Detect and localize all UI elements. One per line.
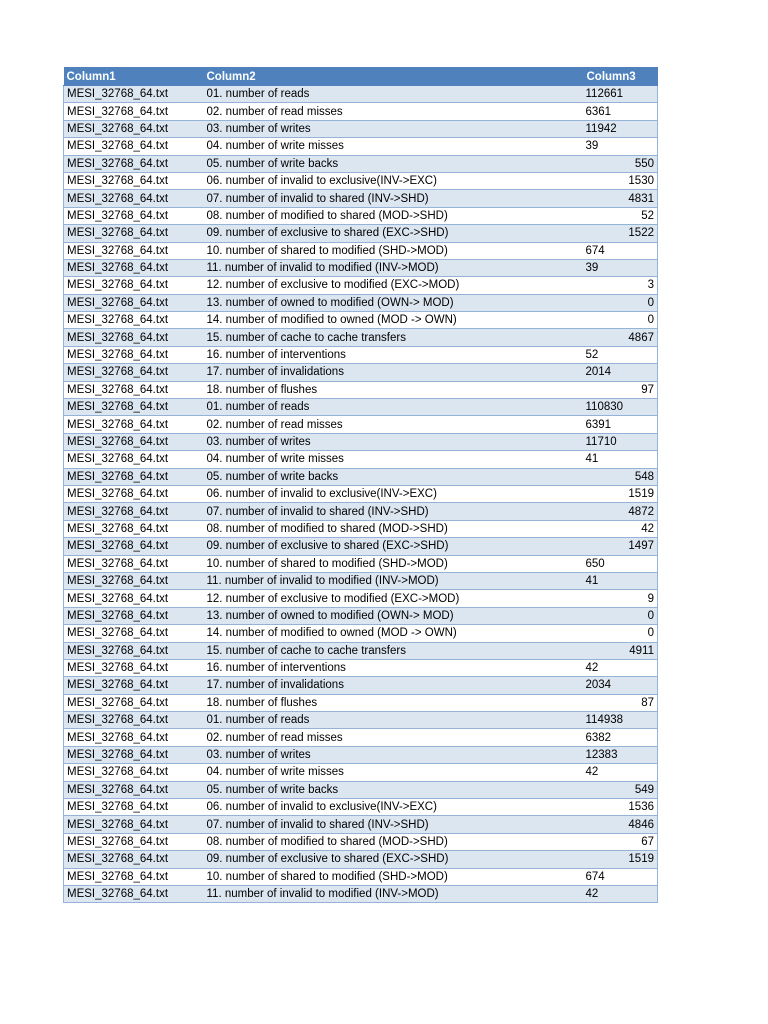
cell-column1[interactable]: MESI_32768_64.txt [64, 468, 204, 485]
cell-column3[interactable]: 41 [584, 451, 658, 468]
cell-column1[interactable]: MESI_32768_64.txt [64, 520, 204, 537]
cell-column1[interactable]: MESI_32768_64.txt [64, 312, 204, 329]
cell-column3[interactable]: 11710 [584, 433, 658, 450]
cell-column3[interactable]: 550 [584, 155, 658, 172]
cell-column1[interactable]: MESI_32768_64.txt [64, 103, 204, 120]
cell-column1[interactable]: MESI_32768_64.txt [64, 225, 204, 242]
table-row [64, 433, 658, 450]
table-row [64, 312, 658, 329]
cell-column2[interactable]: 16. number of interventions [204, 659, 584, 676]
cell-column2[interactable]: 13. number of owned to modified (OWN-> MOD) [204, 607, 584, 624]
table-row [64, 799, 658, 816]
cell-column2[interactable]: 03. number of writes [204, 433, 584, 450]
table-row [64, 503, 658, 520]
cell-column1[interactable]: MESI_32768_64.txt [64, 746, 204, 763]
cell-column1[interactable]: MESI_32768_64.txt [64, 555, 204, 572]
cell-column2[interactable]: 04. number of write misses [204, 451, 584, 468]
cell-column1[interactable]: MESI_32768_64.txt [64, 816, 204, 833]
cell-column1[interactable]: MESI_32768_64.txt [64, 259, 204, 276]
table-row [64, 120, 658, 137]
cell-column1[interactable]: MESI_32768_64.txt [64, 364, 204, 381]
column-header-3[interactable]: Column3 [584, 68, 658, 86]
cell-column2[interactable]: 06. number of invalid to exclusive(INV->EXC) [204, 799, 584, 816]
cell-column2[interactable]: 07. number of invalid to shared (INV->SHD) [204, 816, 584, 833]
cell-column3[interactable]: 112661 [584, 86, 658, 103]
cell-column2[interactable]: 16. number of interventions [204, 346, 584, 363]
cell-column3[interactable]: 42 [584, 659, 658, 676]
cell-column2[interactable]: 15. number of cache to cache transfers [204, 329, 584, 346]
cell-column1[interactable]: MESI_32768_64.txt [64, 572, 204, 589]
cell-column1[interactable]: MESI_32768_64.txt [64, 694, 204, 711]
header-row [64, 68, 658, 86]
cell-column2[interactable]: 08. number of modified to shared (MOD->SHD) [204, 520, 584, 537]
cell-column2[interactable]: 02. number of read misses [204, 103, 584, 120]
cell-column1[interactable]: MESI_32768_64.txt [64, 851, 204, 868]
cell-column2[interactable]: 11. number of invalid to modified (INV->MOD) [204, 885, 584, 902]
cell-column3[interactable]: 97 [584, 381, 658, 398]
cell-column2[interactable]: 10. number of shared to modified (SHD->MOD) [204, 242, 584, 259]
cell-column2[interactable]: 11. number of invalid to modified (INV->MOD) [204, 259, 584, 276]
cell-column1[interactable]: MESI_32768_64.txt [64, 207, 204, 224]
table-row [64, 172, 658, 189]
cell-column2[interactable]: 08. number of modified to shared (MOD->SHD) [204, 833, 584, 850]
cell-column1[interactable]: MESI_32768_64.txt [64, 155, 204, 172]
table-row [64, 277, 658, 294]
table-row [64, 346, 658, 363]
cell-column1[interactable]: MESI_32768_64.txt [64, 659, 204, 676]
table-row [64, 729, 658, 746]
table-row [64, 851, 658, 868]
cell-column2[interactable]: 06. number of invalid to exclusive(INV->EXC) [204, 485, 584, 502]
cell-column3[interactable]: 6361 [584, 103, 658, 120]
cell-column2[interactable]: 01. number of reads [204, 712, 584, 729]
table-row [64, 451, 658, 468]
cell-column3[interactable]: 1519 [584, 485, 658, 502]
cell-column2[interactable]: 04. number of write misses [204, 138, 584, 155]
cell-column2[interactable]: 18. number of flushes [204, 694, 584, 711]
cell-column1[interactable]: MESI_32768_64.txt [64, 764, 204, 781]
cell-column2[interactable]: 17. number of invalidations [204, 677, 584, 694]
cell-column3[interactable]: 4911 [584, 642, 658, 659]
cell-column2[interactable]: 15. number of cache to cache transfers [204, 642, 584, 659]
cell-column3[interactable]: 9 [584, 590, 658, 607]
cell-column1[interactable]: MESI_32768_64.txt [64, 485, 204, 502]
table-row [64, 885, 658, 902]
cell-column2[interactable]: 01. number of reads [204, 399, 584, 416]
table-row [64, 381, 658, 398]
cell-column3[interactable]: 4846 [584, 816, 658, 833]
cell-column3[interactable]: 674 [584, 868, 658, 885]
cell-column3[interactable]: 42 [584, 885, 658, 902]
cell-column2[interactable]: 11. number of invalid to modified (INV->MOD) [204, 572, 584, 589]
cell-column1[interactable]: MESI_32768_64.txt [64, 607, 204, 624]
cell-column1[interactable]: MESI_32768_64.txt [64, 799, 204, 816]
table-row [64, 86, 658, 103]
table-row [64, 572, 658, 589]
cell-column3[interactable]: 0 [584, 294, 658, 311]
cell-column1[interactable]: MESI_32768_64.txt [64, 172, 204, 189]
cell-column3[interactable]: 42 [584, 764, 658, 781]
cell-column2[interactable]: 02. number of read misses [204, 729, 584, 746]
cell-column3[interactable]: 52 [584, 346, 658, 363]
cell-column3[interactable]: 67 [584, 833, 658, 850]
cell-column1[interactable]: MESI_32768_64.txt [64, 712, 204, 729]
cell-column2[interactable]: 12. number of exclusive to modified (EXC->MOD) [204, 590, 584, 607]
table-row [64, 485, 658, 502]
cell-column3[interactable]: 1519 [584, 851, 658, 868]
cell-column2[interactable]: 04. number of write misses [204, 764, 584, 781]
table-row [64, 364, 658, 381]
table-row [64, 242, 658, 259]
cell-column3[interactable]: 52 [584, 207, 658, 224]
cell-column3[interactable]: 41 [584, 572, 658, 589]
cell-column1[interactable]: MESI_32768_64.txt [64, 625, 204, 642]
cell-column2[interactable]: 10. number of shared to modified (SHD->MOD) [204, 868, 584, 885]
table-row [64, 764, 658, 781]
table-row [64, 207, 658, 224]
cell-column2[interactable]: 05. number of write backs [204, 155, 584, 172]
cell-column3[interactable]: 3 [584, 277, 658, 294]
cell-column3[interactable]: 87 [584, 694, 658, 711]
cell-column1[interactable]: MESI_32768_64.txt [64, 294, 204, 311]
table-row [64, 103, 658, 120]
table-row [64, 868, 658, 885]
cell-column3[interactable]: 114938 [584, 712, 658, 729]
cell-column3[interactable]: 1536 [584, 799, 658, 816]
table-row [64, 607, 658, 624]
table-row [64, 416, 658, 433]
table-row [64, 677, 658, 694]
cell-column2[interactable]: 17. number of invalidations [204, 364, 584, 381]
cell-column3[interactable]: 549 [584, 781, 658, 798]
cell-column3[interactable]: 1522 [584, 225, 658, 242]
cell-column3[interactable]: 0 [584, 312, 658, 329]
cell-column2[interactable]: 06. number of invalid to exclusive(INV->EXC) [204, 172, 584, 189]
cell-column2[interactable]: 09. number of exclusive to shared (EXC->SHD) [204, 851, 584, 868]
table-row [64, 833, 658, 850]
cell-column2[interactable]: 14. number of modified to owned (MOD -> OWN) [204, 312, 584, 329]
cell-column2[interactable]: 08. number of modified to shared (MOD->SHD) [204, 207, 584, 224]
table-row [64, 746, 658, 763]
cell-column2[interactable]: 12. number of exclusive to modified (EXC->MOD) [204, 277, 584, 294]
cell-column2[interactable]: 03. number of writes [204, 120, 584, 137]
cell-column3[interactable]: 1497 [584, 538, 658, 555]
table-row [64, 399, 658, 416]
cell-column1[interactable]: MESI_32768_64.txt [64, 781, 204, 798]
table-row [64, 329, 658, 346]
cell-column3[interactable]: 39 [584, 259, 658, 276]
cell-column2[interactable]: 05. number of write backs [204, 781, 584, 798]
cell-column1[interactable]: MESI_32768_64.txt [64, 677, 204, 694]
cell-column1[interactable]: MESI_32768_64.txt [64, 346, 204, 363]
cell-column1[interactable]: MESI_32768_64.txt [64, 381, 204, 398]
cell-column3[interactable]: 110830 [584, 399, 658, 416]
cell-column2[interactable]: 03. number of writes [204, 746, 584, 763]
cell-column1[interactable]: MESI_32768_64.txt [64, 642, 204, 659]
table-row [64, 190, 658, 207]
cell-column3[interactable]: 6382 [584, 729, 658, 746]
cell-column1[interactable]: MESI_32768_64.txt [64, 590, 204, 607]
table-body [64, 86, 658, 903]
cell-column3[interactable]: 2034 [584, 677, 658, 694]
cell-column1[interactable]: MESI_32768_64.txt [64, 433, 204, 450]
cell-column1[interactable]: MESI_32768_64.txt [64, 399, 204, 416]
cell-column3[interactable]: 650 [584, 555, 658, 572]
cell-column2[interactable]: 05. number of write backs [204, 468, 584, 485]
table-row [64, 520, 658, 537]
table-row [64, 138, 658, 155]
cell-column3[interactable]: 1530 [584, 172, 658, 189]
cell-column1[interactable]: MESI_32768_64.txt [64, 138, 204, 155]
cell-column3[interactable]: 4867 [584, 329, 658, 346]
cell-column2[interactable]: 14. number of modified to owned (MOD -> OWN) [204, 625, 584, 642]
cell-column1[interactable]: MESI_32768_64.txt [64, 242, 204, 259]
table-row [64, 225, 658, 242]
cell-column1[interactable]: MESI_32768_64.txt [64, 86, 204, 103]
column-header-1[interactable]: Column1 [64, 68, 204, 86]
cell-column2[interactable]: 09. number of exclusive to shared (EXC->SHD) [204, 538, 584, 555]
cell-column3[interactable]: 2014 [584, 364, 658, 381]
table-row [64, 155, 658, 172]
cell-column1[interactable]: MESI_32768_64.txt [64, 538, 204, 555]
table-row [64, 781, 658, 798]
table-row [64, 694, 658, 711]
cell-column3[interactable]: 674 [584, 242, 658, 259]
cell-column3[interactable]: 0 [584, 625, 658, 642]
table-row [64, 816, 658, 833]
cell-column3[interactable]: 12383 [584, 746, 658, 763]
cell-column3[interactable]: 0 [584, 607, 658, 624]
cell-column2[interactable]: 07. number of invalid to shared (INV->SHD) [204, 503, 584, 520]
table-row [64, 294, 658, 311]
cell-column2[interactable]: 13. number of owned to modified (OWN-> MOD) [204, 294, 584, 311]
cell-column1[interactable]: MESI_32768_64.txt [64, 885, 204, 902]
cell-column3[interactable]: 6391 [584, 416, 658, 433]
cell-column2[interactable]: 02. number of read misses [204, 416, 584, 433]
table-row [64, 468, 658, 485]
cell-column2[interactable]: 18. number of flushes [204, 381, 584, 398]
cell-column3[interactable]: 548 [584, 468, 658, 485]
table-row [64, 659, 658, 676]
spreadsheet [63, 67, 657, 903]
cell-column1[interactable]: MESI_32768_64.txt [64, 503, 204, 520]
cell-column1[interactable]: MESI_32768_64.txt [64, 329, 204, 346]
cell-column1[interactable]: MESI_32768_64.txt [64, 833, 204, 850]
cell-column2[interactable]: 01. number of reads [204, 86, 584, 103]
column-header-2[interactable]: Column2 [204, 68, 584, 86]
cell-column1[interactable]: MESI_32768_64.txt [64, 120, 204, 137]
table-row [64, 712, 658, 729]
cell-column2[interactable]: 09. number of exclusive to shared (EXC->SHD) [204, 225, 584, 242]
cell-column3[interactable]: 39 [584, 138, 658, 155]
cell-column2[interactable]: 10. number of shared to modified (SHD->MOD) [204, 555, 584, 572]
cell-column3[interactable]: 42 [584, 520, 658, 537]
cell-column1[interactable]: MESI_32768_64.txt [64, 451, 204, 468]
data-table [63, 67, 658, 903]
cell-column3[interactable]: 4831 [584, 190, 658, 207]
table-row [64, 625, 658, 642]
table-row [64, 590, 658, 607]
table-row [64, 259, 658, 276]
cell-column1[interactable]: MESI_32768_64.txt [64, 416, 204, 433]
table-row [64, 538, 658, 555]
table-row [64, 642, 658, 659]
cell-column1[interactable]: MESI_32768_64.txt [64, 277, 204, 294]
cell-column1[interactable]: MESI_32768_64.txt [64, 190, 204, 207]
cell-column3[interactable]: 4872 [584, 503, 658, 520]
cell-column2[interactable]: 07. number of invalid to shared (INV->SHD) [204, 190, 584, 207]
cell-column1[interactable]: MESI_32768_64.txt [64, 868, 204, 885]
table-row [64, 555, 658, 572]
cell-column3[interactable]: 11942 [584, 120, 658, 137]
cell-column1[interactable]: MESI_32768_64.txt [64, 729, 204, 746]
